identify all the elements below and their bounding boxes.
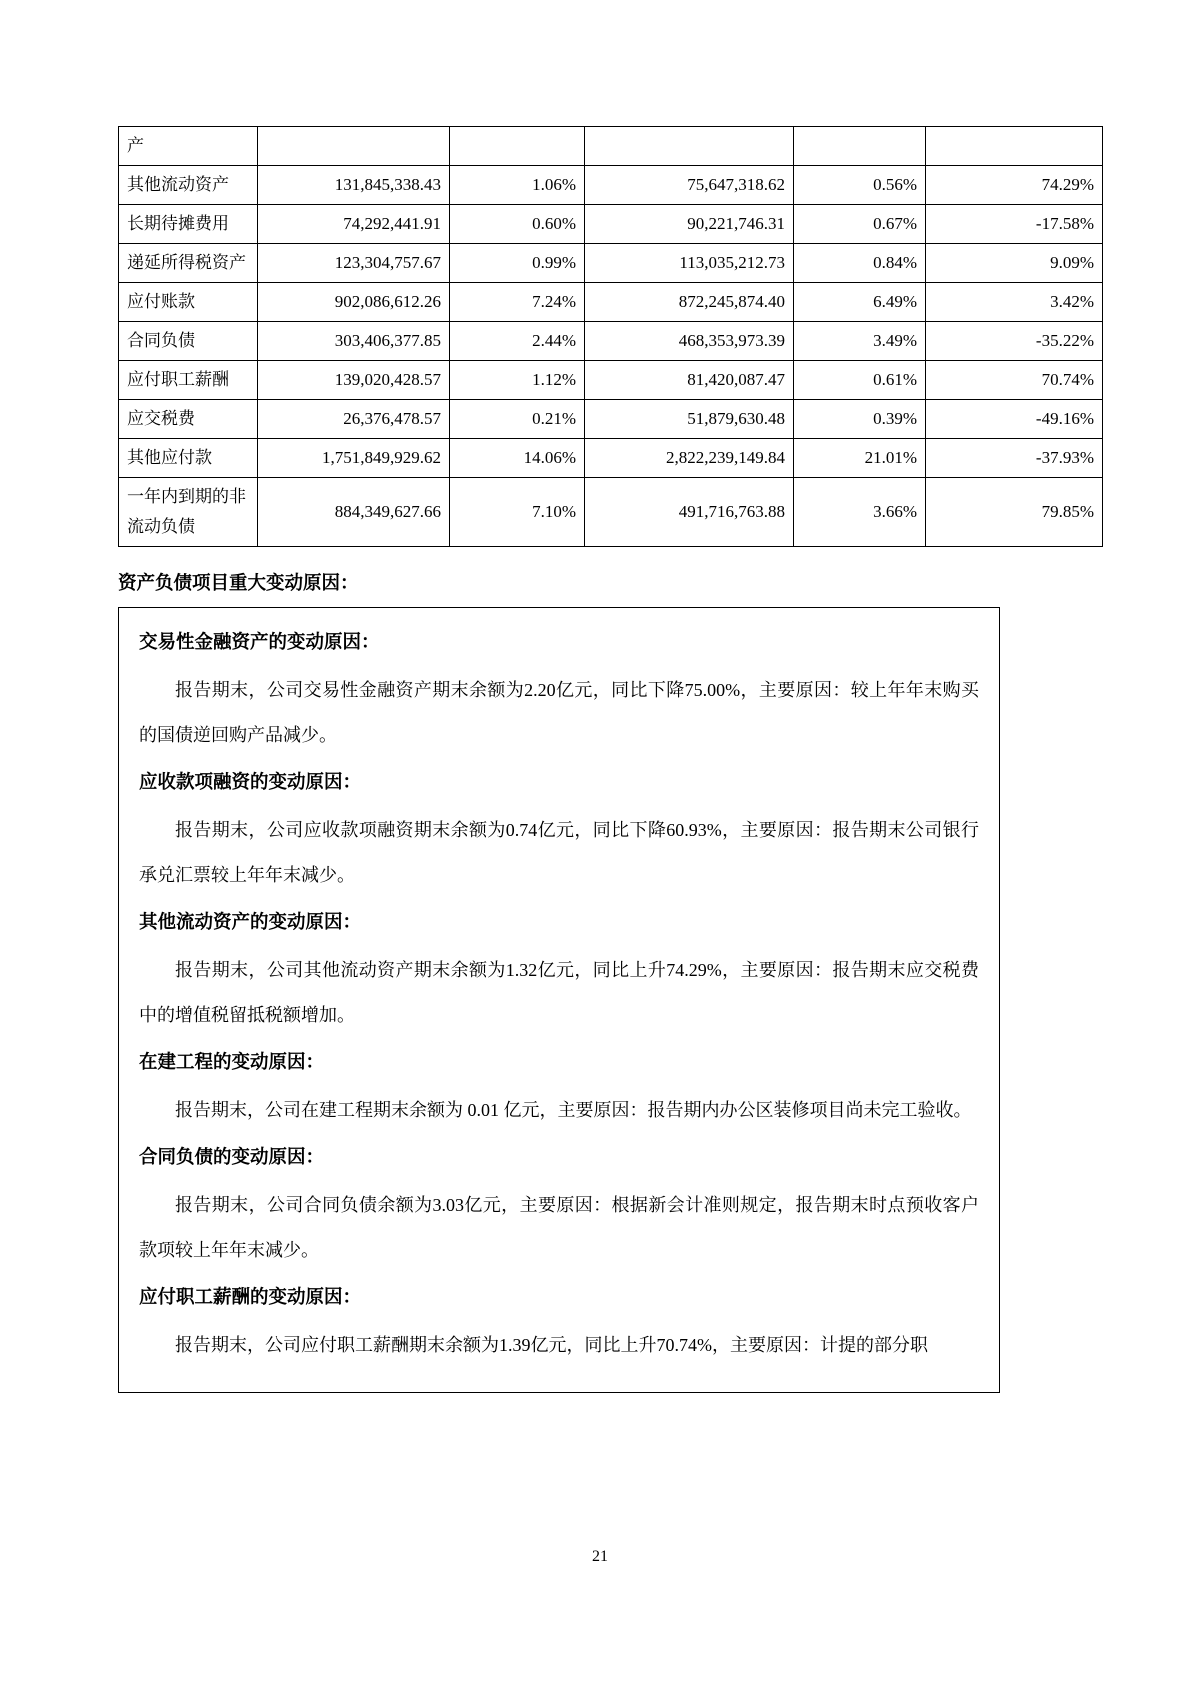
- row-prior-amount: 81,420,087.47: [585, 361, 794, 400]
- row-prior-amount: 75,647,318.62: [585, 166, 794, 205]
- row-change-pct: 3.42%: [926, 283, 1103, 322]
- table-row: [119, 322, 1103, 361]
- row-label: 递延所得税资产: [119, 244, 258, 283]
- row-prior-pct: 0.61%: [794, 361, 926, 400]
- row-prior-pct: 21.01%: [794, 439, 926, 478]
- section-title: 资产负债项目重大变动原因：: [118, 574, 359, 594]
- explanation-body: 报告期末，公司在建工程期末余额为 0.01 亿元，主要原因：报告期内办公区装修项目尚未完工验收。: [175, 1100, 972, 1120]
- row-change-pct: -35.22%: [926, 322, 1103, 361]
- row-current-pct: [450, 127, 585, 166]
- row-current-amount: 26,376,478.57: [258, 400, 450, 439]
- row-current-pct: 7.24%: [450, 283, 585, 322]
- row-prior-pct: 0.84%: [794, 244, 926, 283]
- table-row: [119, 283, 1103, 322]
- table-body: [119, 127, 1103, 547]
- row-prior-amount: 90,221,746.31: [585, 205, 794, 244]
- table-row: [119, 400, 1103, 439]
- row-current-amount: 1,751,849,929.62: [258, 439, 450, 478]
- row-change-pct: -17.58%: [926, 205, 1103, 244]
- row-current-amount: 123,304,757.67: [258, 244, 450, 283]
- row-current-pct: 0.21%: [450, 400, 585, 439]
- table-row: [119, 361, 1103, 400]
- row-current-pct: 0.60%: [450, 205, 585, 244]
- row-current-pct: 1.12%: [450, 361, 585, 400]
- row-prior-pct: 3.49%: [794, 322, 926, 361]
- row-current-pct: 7.10%: [450, 478, 585, 547]
- row-current-pct: 14.06%: [450, 439, 585, 478]
- row-change-pct: 74.29%: [926, 166, 1103, 205]
- table-row: [119, 205, 1103, 244]
- explanation-heading: 应付职工薪酬的变动原因：: [139, 1288, 362, 1308]
- row-prior-amount: 872,245,874.40: [585, 283, 794, 322]
- row-label: 产: [119, 127, 258, 166]
- explanation-block: [139, 764, 979, 898]
- explanation-body: 报告期末，公司其他流动资产期末余额为1.32亿元，同比上升74.29%，主要原因：报告期末应交税费中的增值税留抵税额增加。: [139, 960, 979, 1025]
- page-number: 21: [592, 1548, 608, 1565]
- row-current-pct: 2.44%: [450, 322, 585, 361]
- explanation-heading: 应收款项融资的变动原因：: [139, 773, 362, 793]
- table-row: [119, 478, 1103, 547]
- explanation-body: 报告期末，公司应收款项融资期末余额为0.74亿元，同比下降60.93%，主要原因：报告期末公司银行承兑汇票较上年年末减少。: [139, 820, 979, 885]
- explanation-body: 报告期末，公司交易性金融资产期末余额为2.20亿元，同比下降75.00%，主要原因：较上年年末购买的国债逆回购产品减少。: [139, 680, 979, 745]
- row-label: 长期待摊费用: [119, 205, 258, 244]
- row-current-pct: 1.06%: [450, 166, 585, 205]
- table-row: [119, 439, 1103, 478]
- row-current-amount: 139,020,428.57: [258, 361, 450, 400]
- row-change-pct: -49.16%: [926, 400, 1103, 439]
- explanation-block: [139, 1279, 979, 1368]
- row-prior-amount: 113,035,212.73: [585, 244, 794, 283]
- row-current-amount: 74,292,441.91: [258, 205, 450, 244]
- explanation-block: [139, 1139, 979, 1273]
- row-current-pct: 0.99%: [450, 244, 585, 283]
- row-prior-amount: 468,353,973.39: [585, 322, 794, 361]
- explanation-block: [139, 1044, 979, 1133]
- explanation-heading: 其他流动资产的变动原因：: [139, 913, 362, 933]
- row-prior-amount: 491,716,763.88: [585, 478, 794, 547]
- explanation-block: [139, 624, 979, 758]
- row-current-amount: 303,406,377.85: [258, 322, 450, 361]
- table-row: [119, 127, 1103, 166]
- table-row: [119, 244, 1103, 283]
- row-change-pct: 70.74%: [926, 361, 1103, 400]
- row-label: 应付账款: [119, 283, 258, 322]
- row-label: 一年内到期的非流动负债: [119, 478, 258, 547]
- row-label: 应付职工薪酬: [119, 361, 258, 400]
- row-prior-pct: 0.67%: [794, 205, 926, 244]
- row-label: 应交税费: [119, 400, 258, 439]
- explanation-body: 报告期末，公司应付职工薪酬期末余额为1.39亿元，同比上升70.74%，主要原因：计提的部分职: [175, 1335, 928, 1355]
- row-prior-pct: 6.49%: [794, 283, 926, 322]
- row-prior-pct: [794, 127, 926, 166]
- row-prior-amount: 2,822,239,149.84: [585, 439, 794, 478]
- explanation-heading: 在建工程的变动原因：: [139, 1053, 325, 1073]
- row-label: 其他流动资产: [119, 166, 258, 205]
- page-content: [118, 126, 1094, 1393]
- row-prior-amount: 51,879,630.48: [585, 400, 794, 439]
- explanations-box: [118, 607, 1000, 1393]
- row-change-pct: -37.93%: [926, 439, 1103, 478]
- row-current-amount: 884,349,627.66: [258, 478, 450, 547]
- financial-table: [118, 126, 1103, 547]
- row-change-pct: [926, 127, 1103, 166]
- row-prior-amount: [585, 127, 794, 166]
- explanation-heading: 交易性金融资产的变动原因：: [139, 633, 380, 653]
- row-change-pct: 79.85%: [926, 478, 1103, 547]
- row-prior-pct: 3.66%: [794, 478, 926, 547]
- row-current-amount: 902,086,612.26: [258, 283, 450, 322]
- row-label: 其他应付款: [119, 439, 258, 478]
- row-current-amount: [258, 127, 450, 166]
- row-change-pct: 9.09%: [926, 244, 1103, 283]
- explanation-heading: 合同负债的变动原因：: [139, 1148, 325, 1168]
- row-current-amount: 131,845,338.43: [258, 166, 450, 205]
- table-row: [119, 166, 1103, 205]
- row-prior-pct: 0.39%: [794, 400, 926, 439]
- explanation-body: 报告期末，公司合同负债余额为3.03亿元，主要原因：根据新会计准则规定，报告期末时点预收客户款项较上年年末减少。: [139, 1195, 979, 1260]
- explanation-block: [139, 904, 979, 1038]
- row-prior-pct: 0.56%: [794, 166, 926, 205]
- row-label: 合同负债: [119, 322, 258, 361]
